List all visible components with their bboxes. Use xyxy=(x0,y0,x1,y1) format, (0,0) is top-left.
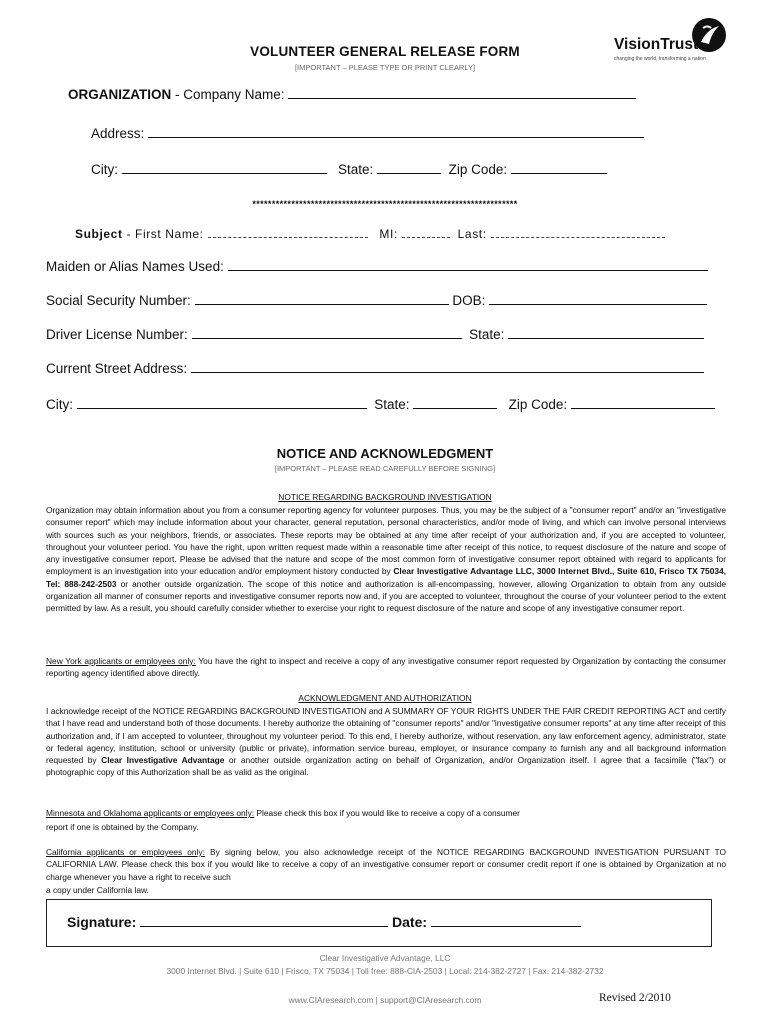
org-zip-field[interactable] xyxy=(511,161,607,174)
ack-heading: ACKNOWLEDGMENT AND AUTHORIZATION xyxy=(298,693,472,703)
cia-contact-bold: Clear Investigative Advantage LLC, 3000 Internet Blvd., Suite 610, Frisco TX 75034, Tel: 888-242-2503 xyxy=(46,566,726,589)
signature-box xyxy=(46,899,712,947)
ca-paragraph-2: a copy under California law. xyxy=(46,885,149,895)
ack-text-part2: or another outside organization acting on behalf of Organization, and/or Organization itself. I agree that a facsimile ("fax") or photographic copy of this Authorization shall be as valid as the original. xyxy=(46,755,726,778)
org-address-field[interactable] xyxy=(148,125,644,138)
dl-state-label: State: xyxy=(469,327,505,342)
ack-paragraph xyxy=(46,705,726,779)
ca-label: California applicants or employees only: xyxy=(46,847,205,857)
revised-date: Revised 2/2010 xyxy=(599,992,671,1004)
footer-web: www.CIAresearch.com | support@CIAresearch.com xyxy=(288,995,482,1005)
subject-row xyxy=(75,227,665,241)
org-state-label: State: xyxy=(338,162,374,177)
first-name-field[interactable] xyxy=(208,227,368,238)
mn-label: Minnesota and Oklahoma applicants or employees only: xyxy=(46,808,255,818)
mi-field[interactable] xyxy=(402,227,450,238)
state-field[interactable] xyxy=(413,396,497,409)
ca-text1: By signing below, you also acknowledge receipt of the NOTICE REGARDING BACKGROUND INVESTIGATION PURSUANT TO CALIFORNIA LAW. Please check this box if you would like to receive a copy of an investigative consumer report or consumer credit report if one is obtained by Organization at no charge whenever you have a right to receive such xyxy=(46,847,726,882)
notice-subtitle: [IMPORTANT – PLEASE READ CAREFULLY BEFORE SIGNING] xyxy=(274,464,496,473)
org-state-field[interactable] xyxy=(377,161,441,174)
bg-text-part1: Organization may obtain information about you from a consumer reporting agency for volunteer purposes. Thus, you may be the subject of a "consumer report" and/or an "investigative consumer report" which may include information about your character, general reputation, personal characteristics, and/or mode of living, and which can involve personal interviews with sources such as your neighbors, friends, or associates. These reports may be obtained at any time after receipt of your authorization and, if you are accepted to volunteer, throughout your volunteer period. You have the right, upon written request made within a reasonable time after receipt of this notice, to request disclosure of the nature and scope of any investigative consumer report. Please be advised that the nature and scope of the most common form of investigative consumer report obtained with regard to applicants for employment is an investigation into your education and/or employment history conducted by xyxy=(46,505,726,577)
ssn-field[interactable] xyxy=(195,292,449,305)
dob-field[interactable] xyxy=(489,292,707,305)
ack-text-part1: I acknowledge receipt of the NOTICE REGARDING BACKGROUND INVESTIGATION and A SUMMARY OF YOUR RIGHTS UNDER THE FAIR CREDIT REPORTING ACT and certify that I have read and understand both of those documents. I hereby authorize the obtaining of "consumer reports" and/or "investigative consumer reports" at any time after receipt of this authorization and, if I am accepted to volunteer, throughout my volunteer period. To this end, I hereby authorize, without reservation, any law enforcement agency, administrator, state or federal agency, institution, school or university (public or private), information service bureau, employer, or insurance company to furnish any and all background information requested by xyxy=(46,706,726,766)
org-city-field[interactable] xyxy=(122,161,327,174)
bg-text-part2: or another outside organization. The scope of this notice and authorization is all-encompassing, however, allowing Organization to obtain from any outside organization all manner of consumer reports and investigative consumer reports now and, if you are accepted to volunteer, throughout the course of your volunteer period to the extent permitted by law. As a result, you should carefully consider whether to exercise your right to request disclosure of the nature and scope of any investigative consumer report. xyxy=(46,578,726,614)
bg-investigation-heading: NOTICE REGARDING BACKGROUND INVESTIGATION xyxy=(278,492,492,502)
maiden-field[interactable] xyxy=(228,258,708,271)
ny-text: You have the right to inspect and receive a copy of any investigative consumer report requested by Organization by contacting the consumer reporting agency identified above directly. xyxy=(46,656,726,679)
org-zip-label: Zip Code: xyxy=(448,162,508,177)
mi-label: MI: xyxy=(379,227,398,241)
dl-state-field[interactable] xyxy=(508,326,704,339)
subject-label: Subject xyxy=(75,227,123,241)
footer-address: 3000 Internet Blvd. | Suite 610 | Frisco, TX 75034 | Toll free: 888-CIA-2503 | Local: 214-382-2727 | Fax: 214-382-2732 xyxy=(166,966,604,976)
street-label: Current Street Address: xyxy=(46,361,188,376)
org-city-label: City: xyxy=(91,162,118,177)
street-row xyxy=(46,360,704,376)
dl-field[interactable] xyxy=(192,326,462,339)
org-company-row xyxy=(68,86,636,102)
last-name-label: Last: xyxy=(457,227,487,241)
dob-label: DOB: xyxy=(452,293,486,308)
street-field[interactable] xyxy=(191,360,704,373)
mn-paragraph-2: report if one is obtained by the Company. xyxy=(46,822,199,832)
ca-paragraph xyxy=(46,846,726,883)
ny-paragraph xyxy=(46,655,726,680)
date-label: Date: xyxy=(392,914,428,930)
mn-text1: Please check this box if you would like to receive a copy of a consumer xyxy=(254,808,520,818)
org-label: ORGANIZATION xyxy=(68,87,172,102)
signature-row xyxy=(67,914,581,930)
cia-bold: Clear Investigative Advantage xyxy=(101,755,225,766)
ssn-label: Social Security Number: xyxy=(46,293,191,308)
maiden-label: Maiden or Alias Names Used: xyxy=(46,259,224,274)
bg-investigation-paragraph xyxy=(46,504,726,615)
last-name-field[interactable] xyxy=(491,227,665,238)
first-name-label: - First Name: xyxy=(126,227,204,241)
form-title: VOLUNTEER GENERAL RELEASE FORM xyxy=(250,44,520,59)
dl-row xyxy=(46,326,704,342)
company-name-field[interactable] xyxy=(288,86,636,99)
zip-field[interactable] xyxy=(571,396,715,409)
city-field[interactable] xyxy=(77,396,367,409)
notice-title: NOTICE AND ACKNOWLEDGMENT xyxy=(276,446,494,461)
state-label: State: xyxy=(374,397,410,412)
logo-tagline: changing the world, transforming a nation xyxy=(614,56,706,62)
org-city-row xyxy=(91,161,607,177)
form-subtitle: [IMPORTANT – PLEASE TYPE OR PRINT CLEARLY] xyxy=(294,63,476,72)
dl-label: Driver License Number: xyxy=(46,327,188,342)
city-row xyxy=(46,396,715,412)
logo-text: VisionTrust xyxy=(614,36,699,53)
signature-label: Signature: xyxy=(67,914,137,930)
ny-label: New York applicants or employees only: xyxy=(46,656,196,666)
org-address-label: Address: xyxy=(91,126,145,141)
ssn-row xyxy=(46,292,707,308)
org-address-row xyxy=(91,125,644,141)
footer-company: Clear Investigative Advantage, LLC xyxy=(319,953,451,963)
city-label: City: xyxy=(46,397,73,412)
company-name-label: - Company Name: xyxy=(171,87,285,102)
maiden-row xyxy=(46,258,708,274)
zip-label: Zip Code: xyxy=(508,397,568,412)
mn-paragraph xyxy=(46,807,726,819)
signature-field[interactable] xyxy=(140,914,388,927)
visiontrust-logo xyxy=(614,18,732,74)
separator: ******************************************************************** xyxy=(252,199,518,209)
date-field[interactable] xyxy=(431,914,581,927)
